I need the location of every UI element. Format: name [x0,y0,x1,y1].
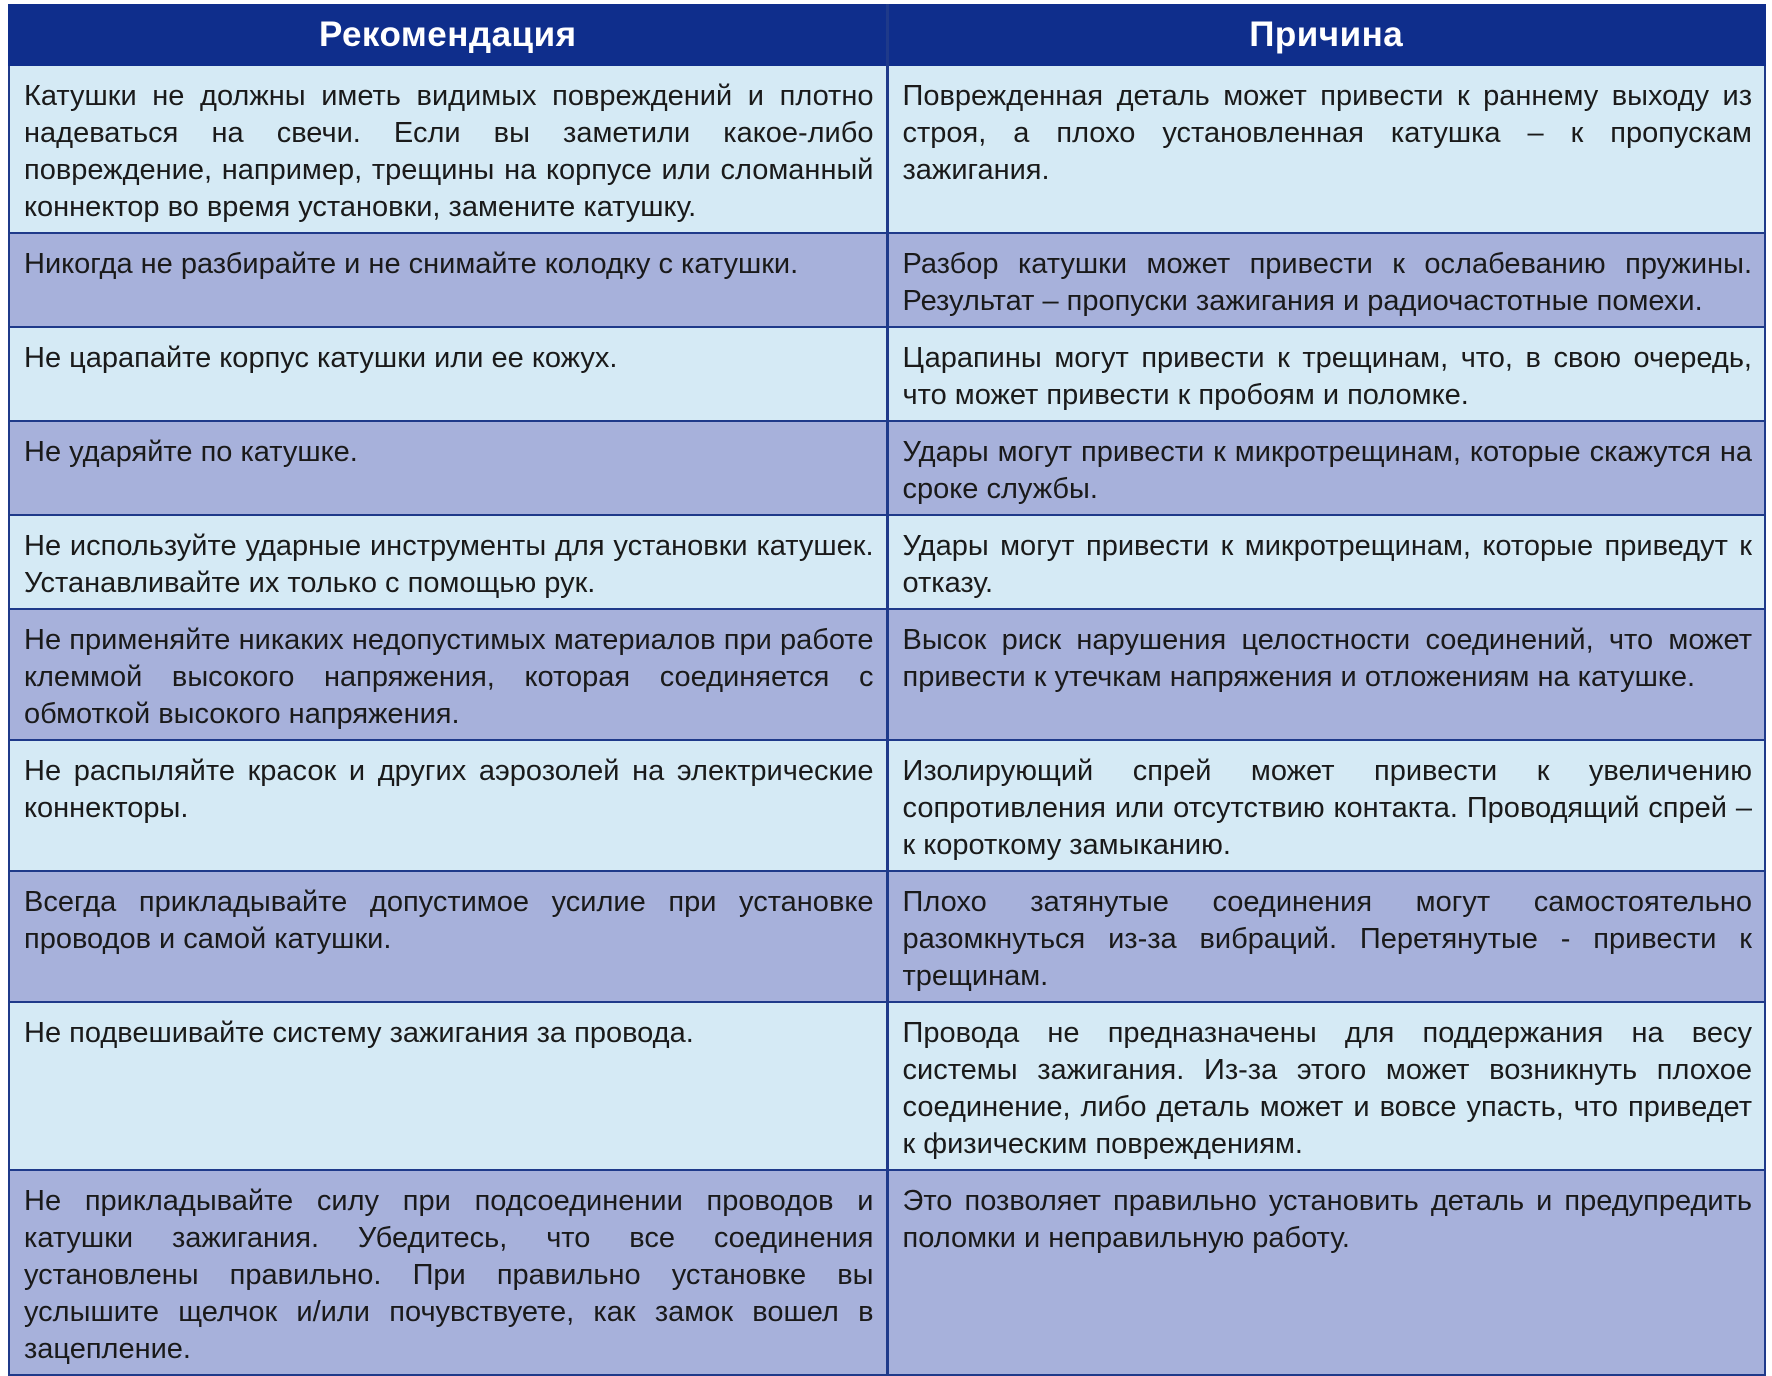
reason-cell: Провода не предназначены для поддержания на весу системы зажигания. Из-за этого может возникнуть плохое соединение, либо деталь может и вовсе упасть, что приведет к физическим повреждениям. [887,1002,1765,1170]
reason-cell: Поврежденная деталь может привести к раннему выходу из строя, а плохо установленная катушка – к пропускам зажигания. [887,65,1765,233]
recommendation-cell: Не используйте ударные инструменты для установки катушек. Устанавливайте их только с помощью рук. [9,515,887,609]
recommendation-cell: Не подвешивайте систему зажигания за провода. [9,1002,887,1170]
recommendation-cell: Никогда не разбирайте и не снимайте колодку с катушки. [9,233,887,327]
reason-cell: Разбор катушки может привести к ослабеванию пружины. Результат – пропуски зажигания и радиочастотные помехи. [887,233,1765,327]
reason-cell: Удары могут привести к микротрещинам, которые приведут к отказу. [887,515,1765,609]
reason-cell: Изолирующий спрей может привести к увеличению сопротивления или отсутствию контакта. Проводящий спрей – к короткому замыканию. [887,740,1765,871]
table-row [9,65,1765,233]
recommendations-table [8,4,1766,1376]
table-row [9,740,1765,871]
table-header-row [9,5,1765,65]
recommendation-cell: Не ударяйте по катушке. [9,421,887,515]
table-row [9,421,1765,515]
table-row [9,1002,1765,1170]
table-row [9,515,1765,609]
table-row [9,871,1765,1002]
reason-cell: Царапины могут привести к трещинам, что, в свою очередь, что может привести к пробоям и поломке. [887,327,1765,421]
recommendation-cell: Всегда прикладывайте допустимое усилие при установке проводов и самой катушки. [9,871,887,1002]
recommendation-cell: Не прикладывайте силу при подсоединении проводов и катушки зажигания. Убедитесь, что все соединения установлены правильно. При правильно установке вы услышите щелчок и/или почувствуете, как замок вошел в зацепление. [9,1170,887,1375]
table-row [9,233,1765,327]
table-row [9,1170,1765,1375]
reason-cell: Удары могут привести к микротрещинам, которые скажутся на сроке службы. [887,421,1765,515]
table-row [9,609,1765,740]
reason-cell: Плохо затянутые соединения могут самостоятельно разомкнуться из-за вибраций. Перетянутые - привести к трещинам. [887,871,1765,1002]
recommendation-cell: Катушки не должны иметь видимых повреждений и плотно надеваться на свечи. Если вы заметили какое-либо повреждение, например, трещины на корпусе или сломанный коннектор во время установки, замените катушку. [9,65,887,233]
recommendation-cell: Не применяйте никаких недопустимых материалов при работе клеммой высокого напряжения, которая соединяется с обмоткой высокого напряжения. [9,609,887,740]
recommendation-cell: Не царапайте корпус катушки или ее кожух. [9,327,887,421]
header-reason: Причина [887,5,1765,65]
reason-cell: Это позволяет правильно установить деталь и предупредить поломки и неправильную работу. [887,1170,1765,1375]
table-row [9,327,1765,421]
reason-cell: Высок риск нарушения целостности соединений, что может привести к утечкам напряжения и отложениям на катушке. [887,609,1765,740]
recommendation-cell: Не распыляйте красок и других аэрозолей на электрические коннекторы. [9,740,887,871]
header-recommendation: Рекомендация [9,5,887,65]
